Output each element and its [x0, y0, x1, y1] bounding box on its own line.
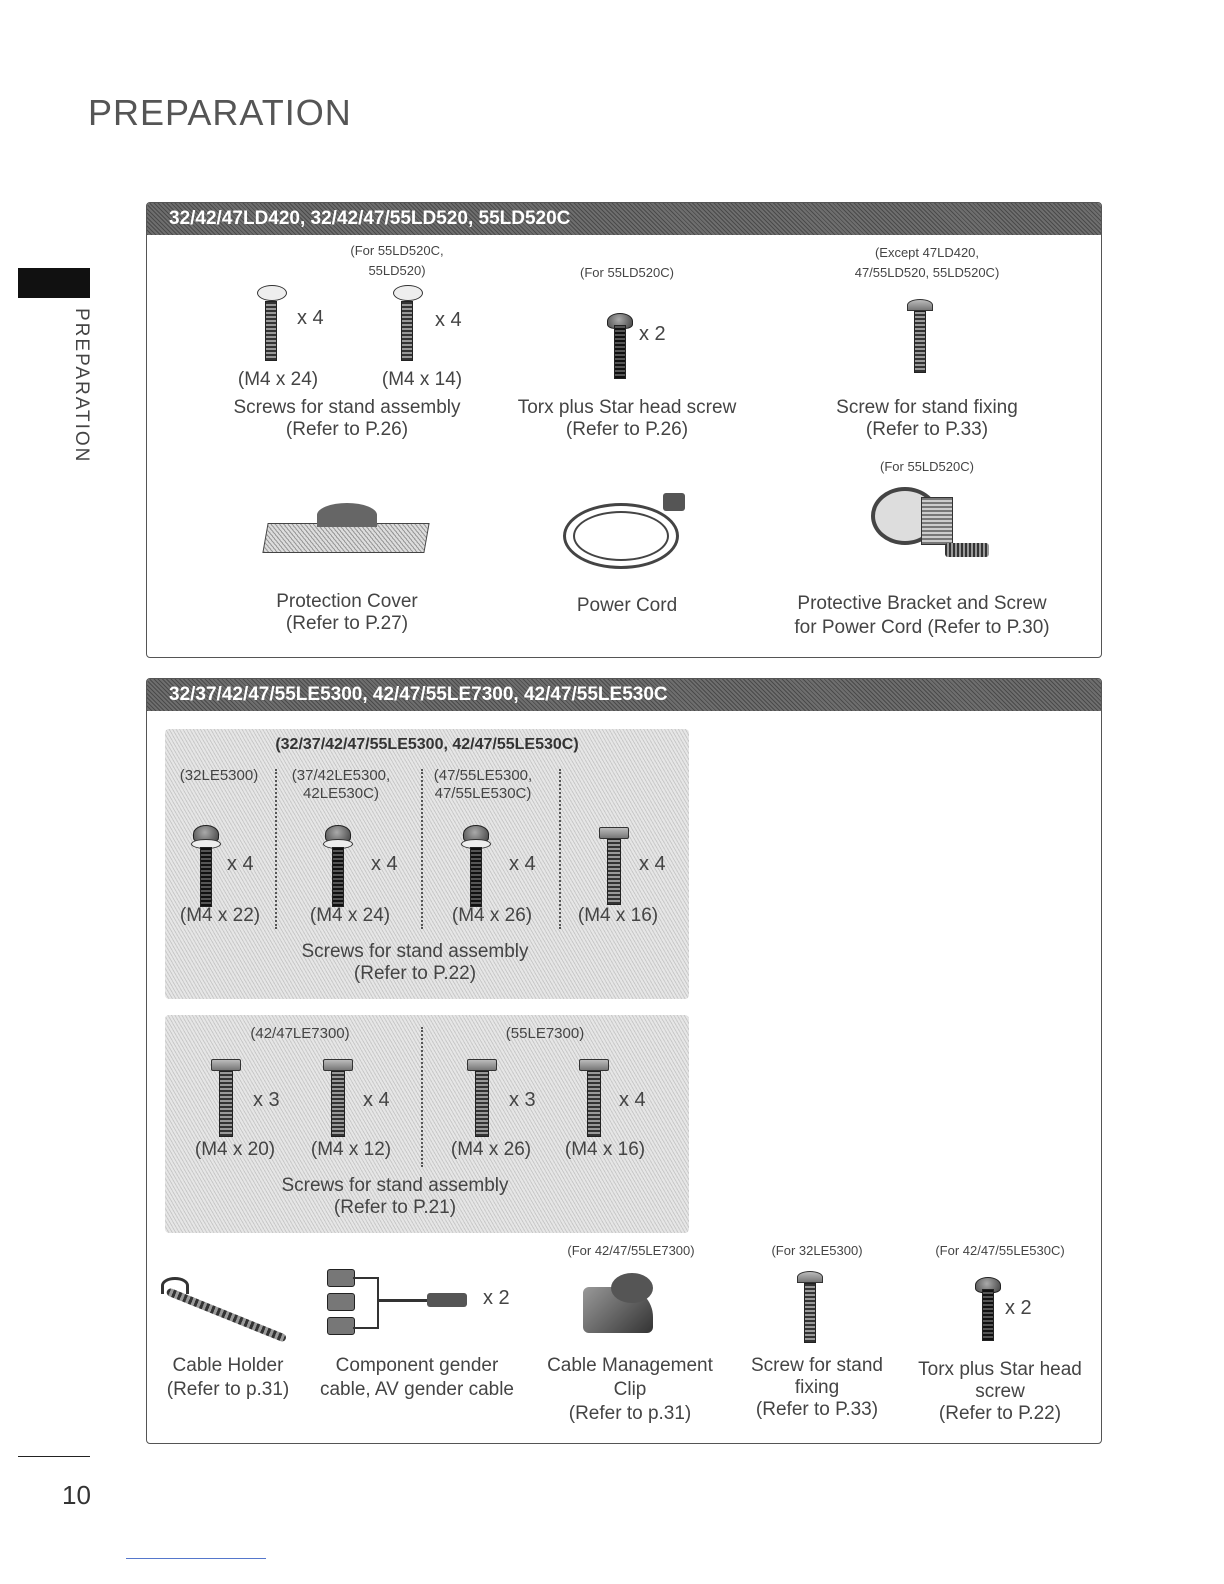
quantity: x 2: [1005, 1297, 1032, 1319]
caption: (Refer to P.26): [285, 419, 409, 440]
screw-size: (M4 x 16): [564, 1139, 646, 1160]
caption: Screws for stand assembly: [233, 397, 461, 418]
model-label: 47/55LE530C): [434, 785, 532, 802]
accessories-section-le: [146, 678, 1102, 1444]
caption: (Refer to P.27): [285, 613, 409, 634]
caption: (Refer to P.22): [938, 1403, 1062, 1424]
caption: for Power Cord (Refer to P.30): [794, 617, 1050, 638]
column-divider: [421, 769, 423, 929]
caption: Screw for stand fixing: [836, 397, 1018, 418]
caption: Torx plus Star head screw: [517, 397, 737, 418]
stand-screws-panel-2: [165, 1015, 689, 1233]
note: (For 55LD520C): [880, 459, 974, 474]
page-title: PREPARATION: [88, 92, 352, 133]
model-label: 42LE530C): [303, 785, 379, 802]
quantity: x 4: [371, 853, 398, 875]
quantity: x 3: [253, 1089, 280, 1111]
stand-screw-icon: [325, 825, 353, 909]
caption: Protection Cover: [276, 591, 418, 612]
caption: screw: [975, 1381, 1025, 1402]
quantity: x 2: [483, 1287, 510, 1309]
caption: (Refer to P.33): [865, 419, 989, 440]
screw-size: (M4 x 12): [310, 1139, 392, 1160]
quantity: x 4: [297, 307, 324, 329]
note: (For 42/47/55LE530C): [935, 1243, 1065, 1258]
stand-screw-icon: [467, 1059, 497, 1139]
caption: Torx plus Star head: [918, 1359, 1082, 1380]
section-header: 32/42/47LD420, 32/42/47/55LD520, 55LD520C: [147, 203, 1101, 235]
model-label: (47/55LE5300,: [433, 767, 533, 784]
caption: Power Cord: [576, 595, 678, 616]
stand-screw-icon: [463, 825, 491, 909]
note: 47/55LD520, 55LD520C): [854, 265, 1000, 280]
model-label: (42/47LE7300): [250, 1025, 350, 1042]
caption: Component gender: [335, 1355, 499, 1376]
caption: (Refer to P.33): [755, 1399, 879, 1420]
quantity: x 4: [363, 1089, 390, 1111]
stand-screw-icon: [211, 1059, 241, 1139]
caption: Clip: [613, 1379, 647, 1400]
torx-screw-icon: [975, 1277, 1003, 1343]
caption: (Refer to p.31): [568, 1403, 692, 1424]
caption: cable, AV gender cable: [319, 1379, 514, 1400]
screw-size: (M4 x 24): [237, 369, 319, 390]
quantity: x 3: [509, 1089, 536, 1111]
quantity: x 2: [639, 323, 666, 345]
gender-cable-icon: [327, 1267, 487, 1337]
caption: (Refer to P.26): [565, 419, 689, 440]
fixing-screw-icon: [797, 1271, 825, 1347]
screw-size: (M4 x 16): [577, 905, 659, 926]
note: (For 55LD520C,: [350, 243, 444, 258]
fixing-screw-icon: [907, 299, 935, 377]
caption: (Refer to P.22): [353, 963, 477, 984]
quantity: x 4: [227, 853, 254, 875]
section-header: 32/37/42/47/55LE5300, 42/47/55LE7300, 42/47/55LE530C: [147, 679, 1101, 711]
caption: Screws for stand assembly: [301, 941, 529, 962]
protective-bracket-icon: [871, 487, 1001, 577]
stand-screw-icon: [257, 285, 287, 365]
screw-size: (M4 x 22): [179, 905, 261, 926]
note: (Except 47LD420,: [874, 245, 980, 260]
screw-size: (M4 x 24): [309, 905, 391, 926]
quantity: x 4: [639, 853, 666, 875]
caption: Protective Bracket and Screw: [797, 593, 1047, 614]
footer-link-line: [126, 1558, 266, 1559]
caption: (Refer to P.21): [333, 1197, 457, 1218]
power-cord-icon: [563, 493, 693, 573]
torx-screw-icon: [607, 313, 637, 383]
column-divider: [275, 769, 277, 929]
screw-size: (M4 x 14): [381, 369, 463, 390]
page-number: 10: [62, 1480, 91, 1510]
cable-clip-icon: [583, 1273, 663, 1335]
quantity: x 4: [509, 853, 536, 875]
model-label: (32LE5300): [179, 767, 259, 784]
caption: (Refer to p.31): [166, 1379, 290, 1400]
note: (For 55LD520C): [580, 265, 674, 280]
stand-screw-icon: [393, 285, 423, 365]
caption: Cable Management: [547, 1355, 713, 1376]
stand-screws-panel: [165, 729, 689, 999]
screw-size: (M4 x 26): [451, 905, 533, 926]
panel-title: (32/37/42/47/55LE5300, 42/47/55LE530C): [275, 736, 579, 753]
caption: Screws for stand assembly: [281, 1175, 509, 1196]
model-label: (55LE7300): [505, 1025, 585, 1042]
quantity: x 4: [619, 1089, 646, 1111]
note: (For 42/47/55LE7300): [567, 1243, 695, 1258]
screw-size: (M4 x 26): [450, 1139, 532, 1160]
cable-holder-icon: [161, 1273, 291, 1317]
note: 55LD520): [368, 263, 426, 278]
caption: fixing: [794, 1377, 840, 1398]
side-tab-marker: [18, 268, 90, 298]
stand-screw-icon: [193, 825, 221, 909]
stand-screw-icon: [579, 1059, 609, 1139]
accessories-section-ld: [146, 202, 1102, 658]
note: (For 32LE5300): [771, 1243, 863, 1258]
caption: Cable Holder: [172, 1355, 284, 1376]
stand-screw-icon: [599, 827, 629, 907]
column-divider: [421, 1027, 423, 1167]
screw-size: (M4 x 20): [194, 1139, 276, 1160]
quantity: x 4: [435, 309, 462, 331]
caption: Screw for stand: [751, 1355, 883, 1376]
footer-divider: [18, 1456, 90, 1457]
stand-screw-icon: [323, 1059, 353, 1139]
protection-cover-icon: [265, 503, 425, 553]
column-divider: [559, 769, 561, 929]
side-section-label: PREPARATION: [71, 308, 92, 464]
model-label: (37/42LE5300,: [291, 767, 391, 784]
